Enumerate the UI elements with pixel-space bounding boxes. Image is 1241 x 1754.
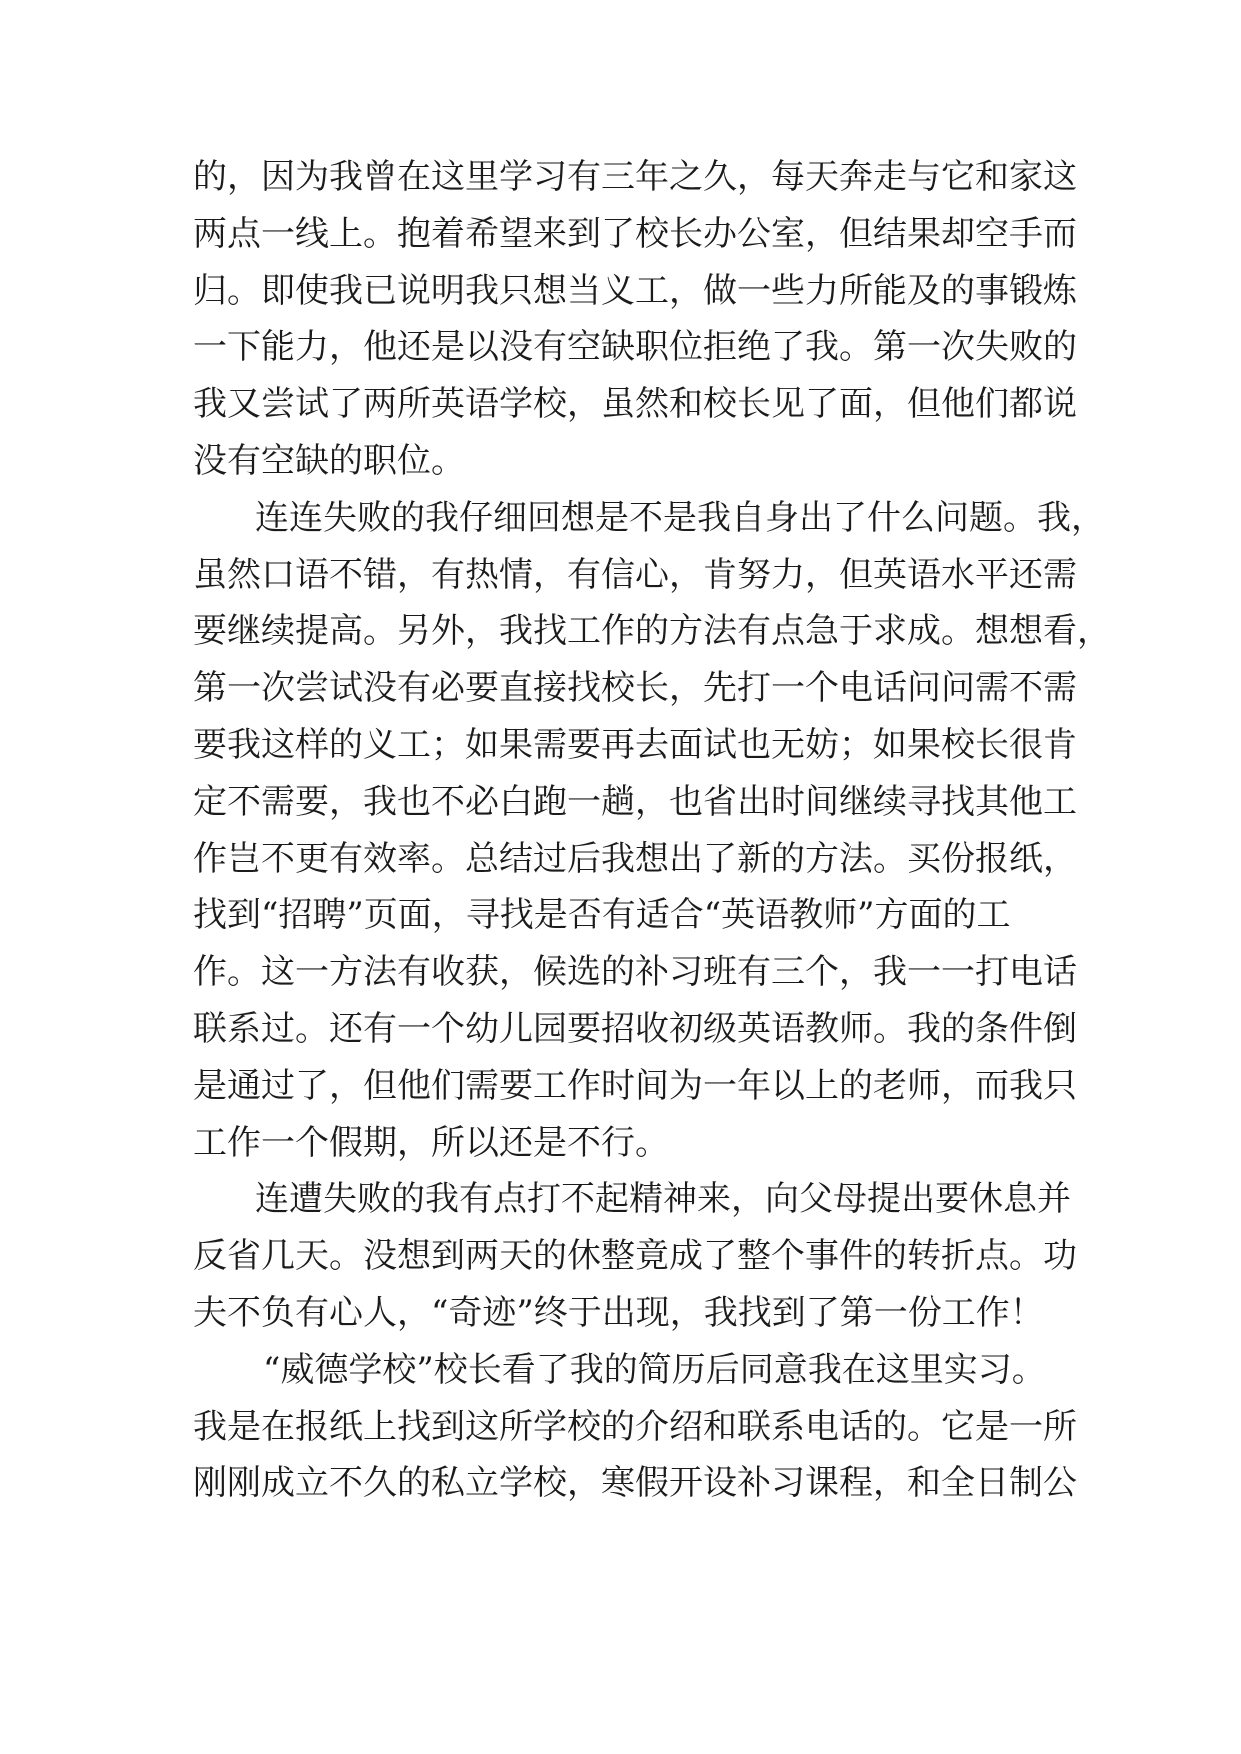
text-line: 两点一线上。抱着希望来到了校长办公室，但结果却空手而 (193, 213, 1077, 254)
text-line: 第一次尝试没有必要直接找校长，先打一个电话问问需不需 (193, 668, 1077, 709)
text-line: 一下能力，他还是以没有空缺职位拒绝了我。第一次失败的 (193, 327, 1077, 368)
text-line: 我是在报纸上找到这所学校的介绍和联系电话的。它是一所 (193, 1406, 1077, 1447)
text-line: 找到“招聘”页面，寻找是否有适合“英语教师”方面的工 (193, 895, 1011, 936)
paragraph-start-line: “威德学校”校长看了我的简历后同意我在这里实习。 (263, 1349, 1046, 1390)
text-line: 是通过了，但他们需要工作时间为一年以上的老师，而我只 (193, 1065, 1077, 1106)
paragraph-start-line: 连遭失败的我有点打不起精神来，向父母提出要休息并 (255, 1179, 1071, 1220)
body-text (193, 149, 1111, 1512)
text-line: 夫不负有心人，“奇迹”终于出现，我找到了第一份工作！ (193, 1292, 1044, 1333)
text-line: 作。这一方法有收获，候选的补习班有三个，我一一打电话 (193, 952, 1077, 993)
text-line: 反省几天。没想到两天的休整竟成了整个事件的转折点。功 (193, 1236, 1077, 1277)
text-line: 定不需要，我也不必白跑一趟，也省出时间继续寻找其他工 (193, 781, 1077, 822)
text-line: 归。即使我已说明我只想当义工，做一些力所能及的事锻炼 (193, 270, 1077, 311)
text-line: 的，因为我曾在这里学习有三年之久，每天奔走与它和家这 (193, 157, 1077, 197)
text-line: 我又尝试了两所英语学校，虽然和校长见了面，但他们都说 (193, 384, 1077, 425)
text-line: 虽然口语不错，有热情，有信心，肯努力，但英语水平还需 (193, 554, 1077, 595)
text-line: 刚刚成立不久的私立学校，寒假开设补习课程，和全日制公 (193, 1463, 1077, 1504)
text-line: 联系过。还有一个幼儿园要招收初级英语教师。我的条件倒 (193, 1008, 1077, 1049)
text-line: 作岂不更有效率。总结过后我想出了新的方法。买份报纸， (193, 838, 1077, 879)
text-line: 要继续提高。另外，我找工作的方法有点急于求成。想想看， (193, 611, 1111, 652)
paragraph-start-line: 连连失败的我仔细回想是不是我自身出了什么问题。我， (255, 497, 1105, 538)
text-line: 工作一个假期，所以还是不行。 (193, 1122, 669, 1163)
text-line: 要我这样的义工；如果需要再去面试也无妨；如果校长很肯 (193, 724, 1077, 765)
text-line: 没有空缺的职位。 (193, 440, 465, 481)
